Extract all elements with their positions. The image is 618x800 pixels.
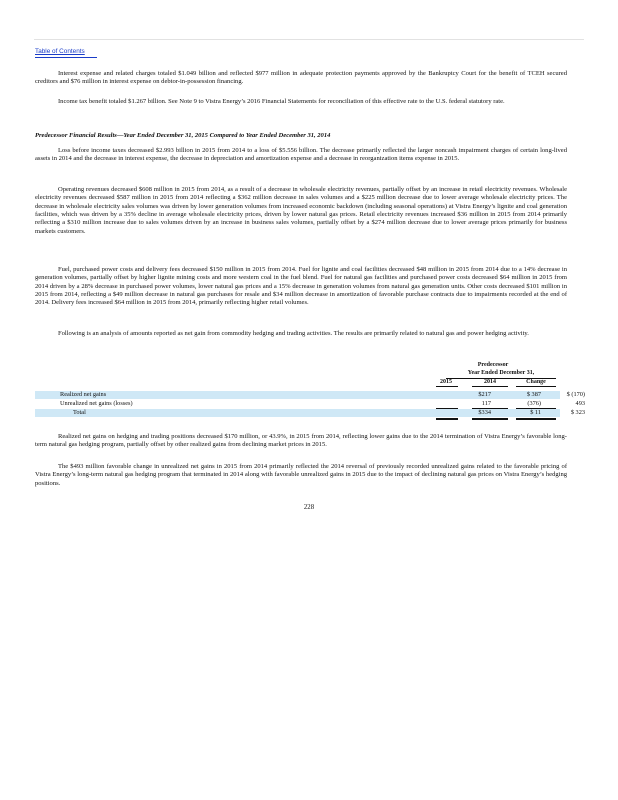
column-rule-2015	[436, 386, 458, 387]
cell-change: $ 323	[570, 409, 585, 416]
cell-change: 493	[575, 400, 585, 407]
header-divider	[34, 39, 584, 40]
paragraph-unrealized-gains	[35, 463, 567, 488]
paragraph-text: Loss before income taxes decreased $2.993 billion in 2015 from 2014 to a loss of $5.556 billion. The decrease primarily reflected the larger noncash impairment charges of certain long-lived assets in 2014 and the decrease in interest expense, the decrease in depreciation and amortization expense and a decrease in reorganization items expense in 2015.	[35, 147, 567, 163]
cell-2015: $217	[478, 391, 491, 398]
table-of-contents-link[interactable]: Table of Contents	[35, 48, 85, 55]
paragraph-text: Fuel, purchased power costs and delivery fees decreased $150 million in 2015 from 2014. Fuel for lignite and coal facilities decreased $48 million in 2015 from 2014 due to a 14% decrease in generation volumes, partially offset by higher lignite mining costs and more western coal in the fuel blend. Fuel for natural gas facilities and purchased power costs decreased $64 million in 2015 from 2014 driven by a 28% decrease in purchased power volumes, lower natural gas prices and a 15% decrease in generation volumes from natural gas generation units. Other costs decreased $101 million in 2015 from 2014, reflecting a $49 million decrease in natural gas purchases for resale and $34 million decrease in amortization of favorable purchase contracts due to impairments recorded at the end of 2014. Delivery fees increased $64 million in 2015 from 2014, primarily reflecting higher retail volumes.	[35, 266, 567, 307]
total-double-rule-2014	[472, 418, 508, 420]
column-header-2015: 2015	[440, 379, 452, 385]
paragraph-text: The $493 million favorable change in unrealized net gains in 2015 from 2014 primarily reflected the 2014 reversal of previously recorded unrealized gains related to the favorable pricing of Vistra Energy’s long-term natural gas hedging program that terminated in 2014 along with favorable unrealized gains in 2015 due to the impact of declining natural gas prices on Vistra Energy’s hedging positions.	[35, 463, 567, 487]
paragraph-realized-gains	[35, 433, 567, 450]
section-heading: Predecessor Financial Results—Year Ended December 31, 2015 Compared to Year Ended December 31, 2014	[35, 132, 331, 139]
row-label: Total	[73, 409, 86, 416]
paragraph-interest-expense	[35, 70, 567, 87]
paragraph-loss-before-taxes	[35, 147, 567, 164]
paragraph-following-analysis	[35, 330, 567, 338]
table-row	[35, 391, 585, 399]
table-row-total	[35, 409, 585, 417]
paragraph-operating-revenues	[35, 186, 567, 236]
table-header-period: Year Ended December 31,	[467, 370, 535, 376]
toc-underline	[35, 57, 97, 58]
column-rule-change	[516, 386, 556, 387]
cell-2015: 117	[481, 400, 491, 407]
cell-2014: $ 11	[530, 409, 541, 416]
cell-change: $ (170)	[566, 391, 585, 398]
cell-2015: $334	[478, 409, 491, 416]
paragraph-income-tax	[35, 98, 567, 106]
cell-2014: $ 387	[526, 391, 541, 398]
table-row	[35, 400, 585, 408]
column-rule-2014	[472, 386, 508, 387]
column-header-change: Change	[526, 379, 546, 385]
paragraph-text: Following is an analysis of amounts reported as net gain from commodity hedging and trading activities. The results are primarily related to natural gas and power hedging activity.	[58, 330, 529, 337]
row-label: Unrealized net gains (losses)	[60, 400, 133, 407]
paragraph-text: Realized net gains on hedging and trading positions decreased $170 million, or 43.9%, in 2015 from 2014, reflecting lower gains due to the 2014 termination of Vistra Energy’s favorable long-term natural gas hedging program, partially offset by other realized gains from declining market prices in 2015.	[35, 433, 567, 449]
paragraph-text: Interest expense and related charges totaled $1.049 billion and reflected $977 million in adequate protection payments approved by the Bankruptcy Court for the benefit of TCEH secured creditors and $76 million in interest expense on debtor-in-possession financing.	[35, 70, 567, 86]
cell-2014: (376)	[527, 400, 541, 407]
paragraph-text: Income tax benefit totaled $1.267 billion. See Note 9 to Vistra Energy’s 2016 Financial Statements for reconciliation of this effective rate to the U.S. federal statutory rate.	[58, 98, 505, 105]
paragraph-fuel-costs	[35, 266, 567, 308]
page-number: 228	[303, 504, 315, 511]
total-double-rule-2015	[436, 418, 458, 420]
table-header-predecessor: Predecessor	[477, 362, 509, 368]
paragraph-text: Operating revenues decreased $608 million in 2015 from 2014, as a result of a decrease in wholesale electricity revenues, partially offset by an increase in retail electricity revenues. Wholesale electricity revenues decreased $587 million in 2015 from 2014 reflecting a $362 million decrease in sales volumes and a $225 million decrease due to lower average wholesale electricity prices. The decrease in wholesale electricity sales volumes was driven by lower generation volumes from increased economic backdown (including seasonal operations) at Vistra Energy’s lignite and coal generation facilities, which was driven by a 35% decline in average wholesale electricity prices, driven by lower natural gas prices. Retail electricity revenues increased $36 million in 2015 from 2014 primarily reflecting a $310 million increase due to sales volumes driven by an increase in business sales volumes, partially offset by a $274 million decrease due to lower average prices primarily for business markets customers.	[35, 186, 567, 235]
row-label: Realized net gains	[60, 391, 107, 398]
column-header-2014: 2014	[484, 379, 496, 385]
total-double-rule-change	[516, 418, 556, 420]
